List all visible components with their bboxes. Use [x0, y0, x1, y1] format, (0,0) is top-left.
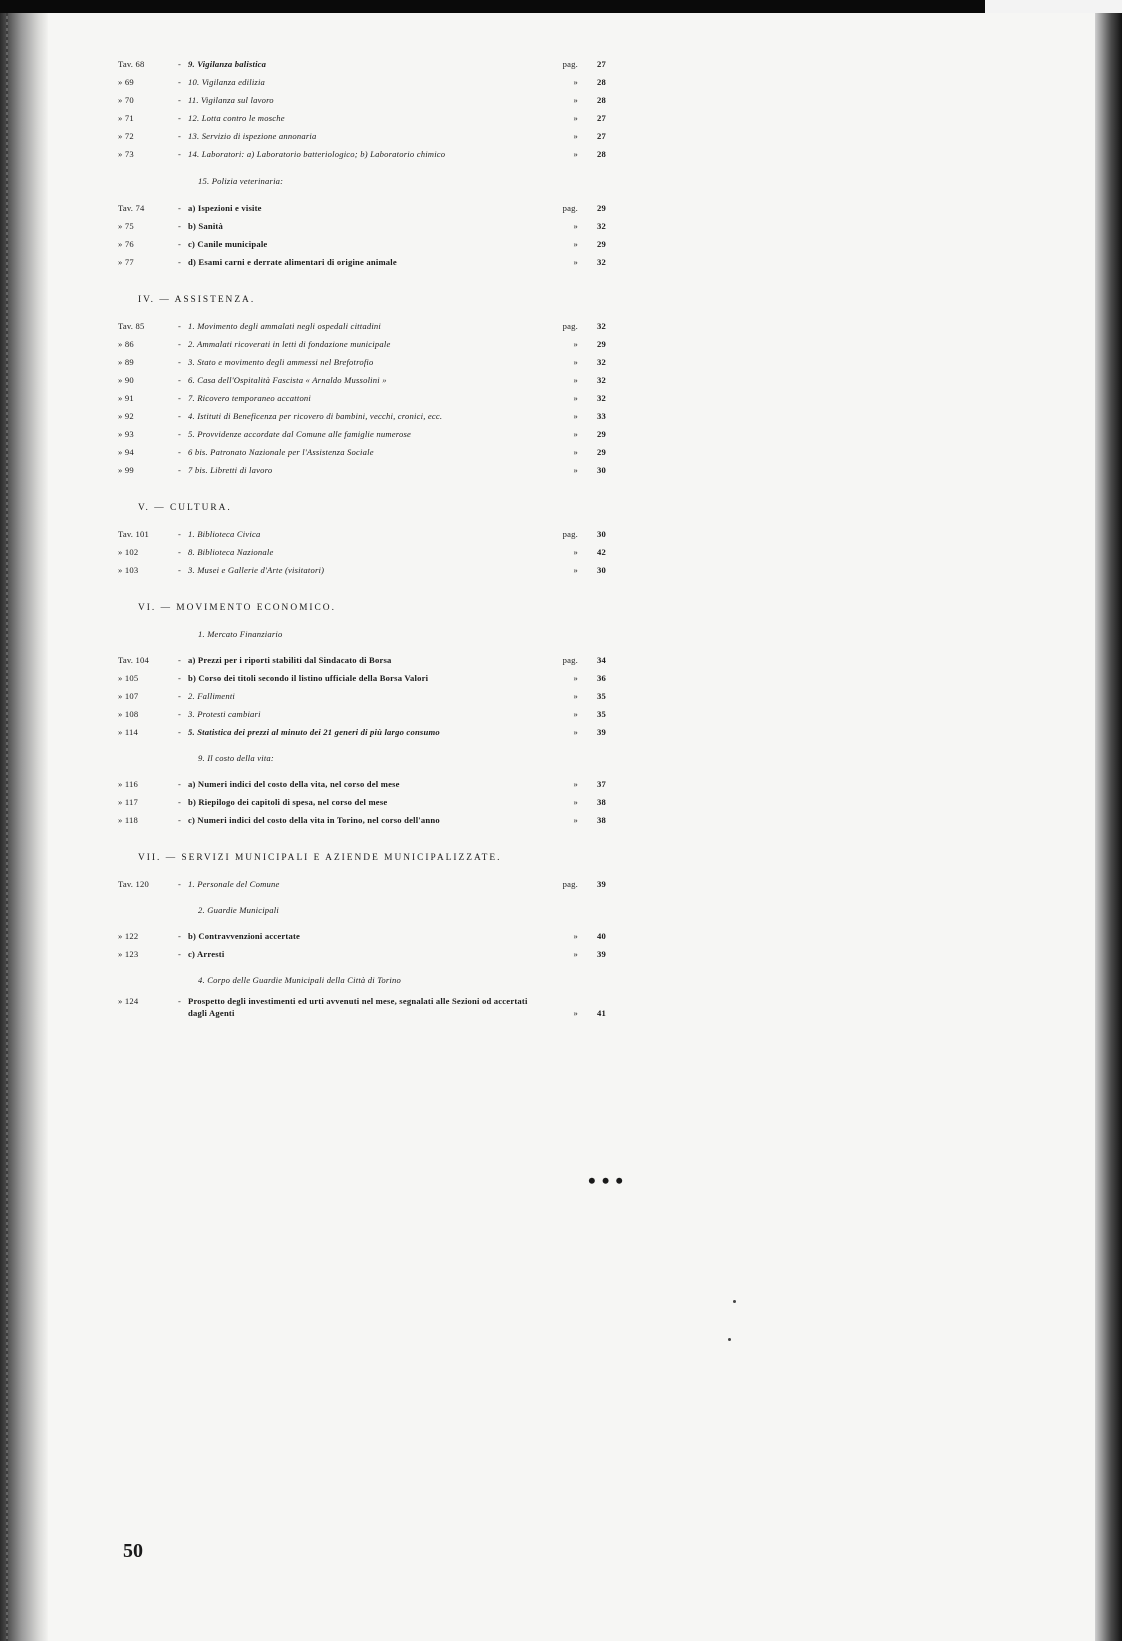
section-heading: VI. — MOVIMENTO ECONOMICO. [138, 603, 336, 613]
page-ref-label: pag. [562, 655, 578, 665]
entry-dash: - [178, 949, 182, 959]
table-number: » 114 [118, 727, 139, 737]
table-number: » 102 [118, 547, 139, 557]
index-entry [118, 109, 606, 127]
entry-title: c) Numeri indici del costo della vita in Torino, nel corso dell'anno [188, 815, 440, 825]
page-ref-number: 39 [597, 949, 606, 959]
entry-title: d) Esami carni e derrate alimentari di origine animale [188, 257, 397, 267]
page-ref-label: » [573, 239, 578, 249]
index-entry [118, 253, 606, 271]
index-entry [118, 687, 606, 705]
page-ref-number: 33 [597, 411, 606, 421]
page-ref-number: 30 [597, 529, 606, 539]
page-ref-label: » [573, 131, 578, 141]
index-entry [118, 525, 606, 543]
entry-dash: - [178, 565, 182, 575]
page-ref-label: pag. [562, 529, 578, 539]
page-ref-label: pag. [562, 203, 578, 213]
entry-dash: - [178, 996, 182, 1006]
page-ref-label: » [573, 339, 578, 349]
table-number: » 86 [118, 339, 134, 349]
page-ref-number: 29 [597, 203, 606, 213]
entry-dash: - [178, 797, 182, 807]
entry-dash: - [178, 203, 182, 213]
page-ref-number: 36 [597, 673, 606, 683]
entry-title: c) Canile municipale [188, 239, 268, 249]
page-ref-number: 29 [597, 429, 606, 439]
table-number: » 99 [118, 465, 134, 475]
entry-dash: - [178, 339, 182, 349]
entry-dash: - [178, 131, 182, 141]
page-ref-number: 35 [597, 709, 606, 719]
table-number: » 103 [118, 565, 139, 575]
section-heading: VII. — SERVIZI MUNICIPALI E AZIENDE MUNICIPALIZZATE. [138, 853, 502, 863]
table-number: » 89 [118, 357, 134, 367]
page-ref-label: » [573, 931, 578, 941]
entry-title: 7 bis. Libretti di lavoro [188, 465, 273, 475]
entry-title: 11. Vigilanza sul lavoro [188, 95, 274, 105]
subsection-heading: 4. Corpo delle Guardie Municipali della Città di Torino [198, 975, 402, 985]
entry-dash: - [178, 221, 182, 231]
index-entry [118, 425, 606, 443]
entry-title: 10. Vigilanza edilizia [188, 77, 266, 87]
entry-title: 1. Movimento degli ammalati negli ospedali cittadini [188, 321, 381, 331]
entry-dash: - [178, 727, 182, 737]
table-number: » 118 [118, 815, 139, 825]
subsection-heading: 2. Guardie Municipali [198, 905, 279, 915]
page-ref-number: 28 [597, 149, 606, 159]
table-number: » 116 [118, 779, 139, 789]
entry-dash: - [178, 357, 182, 367]
page-ref-number: 32 [597, 257, 606, 267]
section-heading: IV. — ASSISTENZA. [138, 295, 256, 305]
entry-title: a) Numeri indici del costo della vita, nel corso del mese [188, 779, 400, 789]
page-ref-label: » [573, 465, 578, 475]
table-number: Tav. 101 [118, 529, 149, 539]
table-number: Tav. 104 [118, 655, 149, 665]
index-entry [118, 353, 606, 371]
index-entry [118, 335, 606, 353]
page-ref-number: 29 [597, 339, 606, 349]
page-number: 50 [123, 1540, 143, 1562]
index-entry [118, 875, 606, 893]
entry-title: 9. Vigilanza balistica [188, 59, 267, 69]
section-heading: V. — CULTURA. [138, 503, 232, 513]
ornament-dots: ••• [588, 1168, 630, 1193]
page-ref-number: 39 [597, 879, 606, 889]
entry-title: 4. Istituti di Beneficenza per ricovero di bambini, vecchi, cronici, ecc. [188, 411, 443, 421]
table-number: » 94 [118, 447, 134, 457]
page-ref-number: 32 [597, 393, 606, 403]
entry-dash: - [178, 149, 182, 159]
index-entry [118, 235, 606, 253]
page-ref-number: 28 [597, 95, 606, 105]
entry-dash: - [178, 673, 182, 683]
paper-speck [728, 1338, 731, 1341]
page-ref-number: 38 [597, 797, 606, 807]
index-entry [118, 561, 606, 579]
page-ref-label: » [573, 393, 578, 403]
index-entry [118, 199, 606, 217]
entry-dash: - [178, 779, 182, 789]
table-number: » 91 [118, 393, 134, 403]
table-number: Tav. 74 [118, 203, 145, 213]
entry-dash: - [178, 815, 182, 825]
table-number: » 70 [118, 95, 134, 105]
page-ref-label: » [573, 257, 578, 267]
page-ref-label: » [573, 221, 578, 231]
entry-dash: - [178, 655, 182, 665]
entry-title: 14. Laboratori: a) Laboratorio batteriologico; b) Laboratorio chimico [188, 149, 446, 159]
entry-dash: - [178, 709, 182, 719]
index-entry [118, 775, 606, 793]
entry-title: 6 bis. Patronato Nazionale per l'Assistenza Sociale [188, 447, 374, 457]
table-number: » 77 [118, 257, 134, 267]
table-number: Tav. 68 [118, 59, 145, 69]
entry-dash: - [178, 113, 182, 123]
page-ref-number: 30 [597, 565, 606, 575]
page-ref-label: » [573, 95, 578, 105]
page-ref-label: » [573, 949, 578, 959]
entry-title: 1. Biblioteca Civica [188, 529, 261, 539]
entry-title: 12. Lotta contro le mosche [188, 113, 285, 123]
entry-dash: - [178, 257, 182, 267]
index-entry [118, 389, 606, 407]
entry-title: 6. Casa dell'Ospitalità Fascista « Arnaldo Mussolini » [188, 375, 387, 385]
page-ref-number: 29 [597, 239, 606, 249]
table-number: » 124 [118, 996, 139, 1006]
entry-title: 2. Fallimenti [188, 691, 235, 701]
subsection-heading: 9. Il costo della vita: [198, 753, 274, 763]
index-entry [118, 927, 606, 945]
index-entry [118, 945, 606, 963]
index-entry [118, 995, 606, 1019]
entry-title: 7. Ricovero temporaneo accattoni [188, 393, 312, 403]
paper-speck [733, 1300, 736, 1303]
entry-title: Prospetto degli investimenti ed urti avvenuti nel mese, segnalati alle Sezioni od accertati dagli Agenti [188, 996, 528, 1018]
entry-dash: - [178, 465, 182, 475]
page-ref-label: » [573, 357, 578, 367]
index-entry [118, 55, 606, 73]
entry-dash: - [178, 429, 182, 439]
entry-dash: - [178, 447, 182, 457]
subsection-heading: 15. Polizia veterinaria: [198, 176, 284, 186]
table-number: » 92 [118, 411, 134, 421]
page-ref-label: » [573, 411, 578, 421]
entry-title: a) Ispezioni e visite [188, 203, 262, 213]
page-ref-number: 32 [597, 375, 606, 385]
page-ref-number: 27 [597, 59, 606, 69]
page-ref-label: » [573, 113, 578, 123]
index-entry [118, 461, 606, 479]
entry-dash: - [178, 375, 182, 385]
page-ref-label: » [573, 447, 578, 457]
entry-title: 8. Biblioteca Nazionale [188, 547, 274, 557]
entry-title: b) Contravvenzioni accertate [188, 931, 301, 941]
page-ref-label: » [573, 709, 578, 719]
entry-dash: - [178, 321, 182, 331]
entry-title: 13. Servizio di ispezione annonaria [188, 131, 317, 141]
entry-title: 5. Statistica dei prezzi al minuto dei 21 generi di più largo consumo [188, 727, 440, 737]
index-entry [118, 371, 606, 389]
entry-title: 3. Stato e movimento degli ammessi nel Brefotrofio [188, 357, 374, 367]
page-ref-number: 38 [597, 815, 606, 825]
page-ref-number: 29 [597, 447, 606, 457]
right-page-edge [1095, 13, 1122, 1641]
index-entry [118, 443, 606, 461]
index-entry [118, 705, 606, 723]
table-number: » 105 [118, 673, 139, 683]
page-ref-label: » [573, 727, 578, 737]
page-ref-number: 27 [597, 113, 606, 123]
entry-dash: - [178, 95, 182, 105]
page-ref-number: 42 [597, 547, 606, 557]
table-number: » 122 [118, 931, 139, 941]
index-entry [118, 723, 606, 741]
table-number: » 73 [118, 149, 134, 159]
entry-title: b) Corso dei titoli secondo il listino ufficiale della Borsa Valori [188, 673, 429, 683]
page-ref-number: 34 [597, 655, 606, 665]
entry-title: 3. Musei e Gallerie d'Arte (visitatori) [188, 565, 325, 575]
page-ref-label: » [573, 547, 578, 557]
entry-title: a) Prezzi per i riporti stabiliti dal Sindacato di Borsa [188, 655, 392, 665]
page-ref-label: pag. [562, 879, 578, 889]
page-ref-label: » [573, 691, 578, 701]
page-ref-number: 28 [597, 77, 606, 87]
page-ref-label: » [573, 77, 578, 87]
index-entry [118, 73, 606, 91]
page-ref-label: » [573, 565, 578, 575]
page-ref-number: 40 [597, 931, 606, 941]
index-entry [118, 543, 606, 561]
entry-dash: - [178, 879, 182, 889]
entry-dash: - [178, 239, 182, 249]
entry-dash: - [178, 931, 182, 941]
page-ref-label: » [573, 1008, 578, 1018]
entry-title: b) Riepilogo dei capitoli di spesa, nel corso del mese [188, 797, 388, 807]
page-ref-number: 30 [597, 465, 606, 475]
page-ref-label: » [573, 673, 578, 683]
page-ref-number: 32 [597, 357, 606, 367]
table-number: » 75 [118, 221, 134, 231]
entry-dash: - [178, 529, 182, 539]
index-entry [118, 91, 606, 109]
page-ref-label: » [573, 779, 578, 789]
entry-dash: - [178, 393, 182, 403]
page-ref-label: » [573, 797, 578, 807]
entry-title: b) Sanità [188, 221, 223, 231]
page-ref-label: pag. [562, 321, 578, 331]
table-number: » 72 [118, 131, 134, 141]
page-ref-label: » [573, 815, 578, 825]
entry-dash: - [178, 691, 182, 701]
page-ref-number: 37 [597, 779, 606, 789]
entry-dash: - [178, 59, 182, 69]
page-ref-label: pag. [562, 59, 578, 69]
table-number: » 107 [118, 691, 139, 701]
top-black-band [0, 0, 985, 13]
table-number: » 93 [118, 429, 134, 439]
page-ref-label: » [573, 375, 578, 385]
index-entry [118, 127, 606, 145]
entry-title: 5. Provvidenze accordate dal Comune alle famiglie numerose [188, 429, 412, 439]
table-number: » 76 [118, 239, 134, 249]
page-ref-label: » [573, 149, 578, 159]
page-ref-label: » [573, 429, 578, 439]
table-number: » 108 [118, 709, 139, 719]
table-number: » 117 [118, 797, 139, 807]
page-ref-number: 35 [597, 691, 606, 701]
table-number: » 90 [118, 375, 134, 385]
table-number: » 71 [118, 113, 134, 123]
entry-title: 3. Protesti cambiari [188, 709, 261, 719]
entry-title: 2. Ammalati ricoverati in letti di fondazione municipale [188, 339, 391, 349]
page-ref-number: 41 [597, 1008, 606, 1018]
entry-dash: - [178, 77, 182, 87]
binding-gutter [0, 13, 48, 1641]
index-entry [118, 317, 606, 335]
index-entry [118, 217, 606, 235]
index-entry [118, 669, 606, 687]
table-number: Tav. 85 [118, 321, 145, 331]
page-ref-number: 39 [597, 727, 606, 737]
entry-title: 1. Personale del Comune [188, 879, 280, 889]
table-number: » 123 [118, 949, 139, 959]
table-number: » 69 [118, 77, 134, 87]
page-ref-number: 32 [597, 321, 606, 331]
index-entry [118, 811, 606, 829]
entry-title: c) Arresti [188, 949, 225, 959]
subsection-heading: 1. Mercato Finanziario [198, 629, 283, 639]
page-ref-number: 32 [597, 221, 606, 231]
entry-dash: - [178, 547, 182, 557]
entry-dash: - [178, 411, 182, 421]
index-entry [118, 651, 606, 669]
table-number: Tav. 120 [118, 879, 149, 889]
index-entry [118, 793, 606, 811]
page-ref-number: 27 [597, 131, 606, 141]
index-entry [118, 145, 606, 163]
index-entry [118, 407, 606, 425]
